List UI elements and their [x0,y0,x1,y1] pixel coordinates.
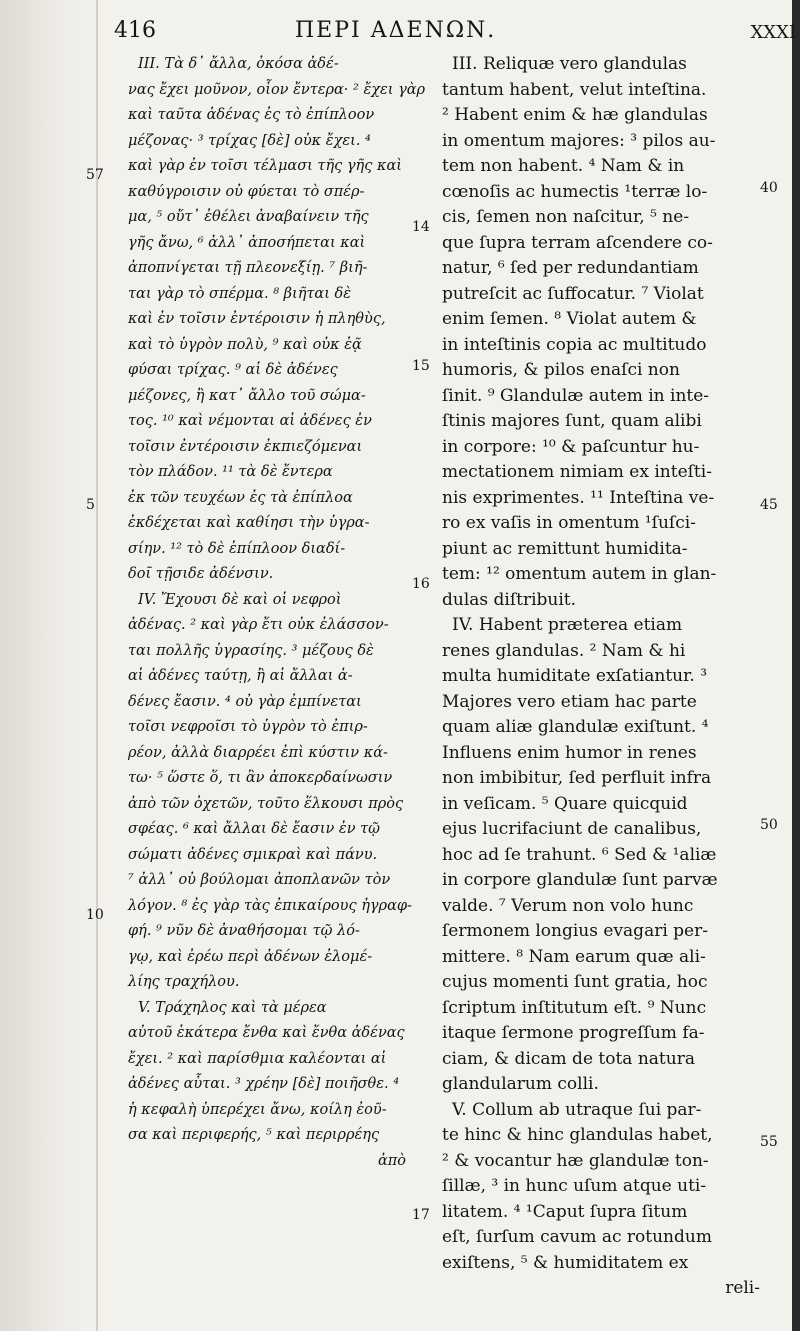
margin-number: 57 [86,167,104,183]
text-line: dulas diſtribuit. [442,589,577,610]
text-line: καθύγροισιν οὐ φύεται τὸ σπέρ- [128,183,365,200]
text-line: glandularum colli. [442,1074,599,1094]
running-header [100,18,800,52]
margin-number: 55 [760,1134,778,1150]
text-line: multa humiditate exſatiantur. ³ [442,666,708,686]
text-line: καὶ τὸ ὑγρὸν πολὺ, ⁹ καὶ οὐκ ἐᾷ [128,336,362,353]
text-line: ἀδένες αὗται. ³ χρέην [δὲ] ποιῆσθε. ⁴ [128,1076,400,1092]
text-line: hoc ad ſe trahunt. ⁶ Sed & ¹aliæ [442,844,717,865]
text-line: νας ἔχει μοῦνον, οἷον ἔντερα· ² ἔχει γὰρ [128,81,426,98]
text-line: Majores vero etiam hac parte [442,691,697,712]
text-line: tem non habent. ⁴ Nam & in [442,156,685,176]
margin-number: 14 [412,219,430,235]
text-line: ΙΙΙ. Τὰ δ᾽ ἄλλα, ὁκόσα ἀδέ- [138,56,339,72]
margin-number: 17 [412,1207,430,1223]
margin-number: 5 [86,497,95,513]
text-line: natur, ⁶ ſed per redundantiam [442,258,699,278]
text-line: σίην. ¹² τὸ δὲ ἐπίπλοον διαδί- [128,540,346,557]
text-line: ro ex vaſis in omentum ¹ſuſci- [442,513,696,533]
text-line: ἡ κεφαλὴ ὑπερέχει ἄνω, κοίλη ἐοῦ- [128,1101,387,1118]
running-title: ΠΕΡΙ ΑΔΕΝΩΝ. [295,18,497,43]
text-line: καὶ ἐν τοῖσιν ἐντέροισιν ἡ πληθὺς, [128,311,386,327]
text-line: ἀποπνίγεται τῇ πλεονεξίῃ. ⁷ βιῆ- [128,260,368,276]
text-line: quam aliæ glandulæ exiſtunt. ⁴ [442,717,709,737]
text-line: in corpore glandulæ ſunt parvæ [442,870,718,890]
text-line: litatem. ⁴ ¹Caput ſupra ſitum [442,1201,688,1222]
text-line: reli- [725,1278,760,1298]
page-gutter [0,0,100,1331]
text-line: δένες ἔασιν. ⁴ οὐ γὰρ ἐμπίνεται [128,693,362,710]
text-line: in inteſtinis copia ac multitudo [442,334,707,355]
text-line: IV. Ἔχουσι δὲ καὶ οἱ νεφροὶ [138,591,342,608]
text-line: ſtinis majores ſunt, quam alibi [442,411,702,431]
text-line: III. Reliquæ vero glandulas [452,54,687,74]
text-line: τὸν πλάδον. ¹¹ τὰ δὲ ἔντερα [128,464,333,480]
text-line: σώματι ἀδένες σμικραὶ καὶ πάνυ. [128,846,378,863]
text-line: ⁷ ἀλλ᾽ οὐ βούλομαι ἀποπλανῶν τὸν [128,872,391,888]
text-line: ἀπὸ τῶν ὀχετῶν, τοῦτο ἕλκουσι πρὸς [128,795,404,812]
text-line: ται πολλῆς ὑγρασίης. ³ μέζους δὲ [128,642,374,659]
text-line: ται γὰρ τὸ σπέρμα. ⁸ βιῆται δὲ [128,285,352,302]
text-line: τος. ¹⁰ καὶ νέμονται αἱ ἀδένες ἐν [128,413,372,429]
text-line: τω· ⁵ ὥστε ὅ, τι ἂν ἀποκερδαίνωσιν [128,770,393,786]
text-line: itaque ſermone progreſſum fa- [442,1023,705,1043]
text-line: tem: ¹² omentum autem in glan- [442,564,717,584]
text-line: humoris, & pilos enaſci non [442,360,680,380]
signature-mark: XXXI [750,22,796,43]
text-line: ciam, & dicam de tota natura [442,1048,695,1069]
text-line: eſt, ſurſum cavum ac rotundum [442,1227,712,1247]
text-line: nis exprimentes. ¹¹ Inteſtina ve- [442,487,715,508]
text-line: μέζονας· ³ τρίχας [δὲ] οὐκ ἔχει. ⁴ [128,132,371,149]
text-line: putreſcit ac ſuffocatur. ⁷ Violat [442,283,704,304]
text-line: exiſtens, ⁵ & humiditatem ex [442,1252,689,1273]
text-line: ἀδένας. ² καὶ γὰρ ἔτι οὐκ ἐλάσσον- [128,617,389,633]
text-line: IV. Habent præterea etiam [452,615,683,635]
text-line: Influens enim humor in renes [442,742,697,763]
text-line: δοῖ τῇσιδε ἀδένσιν. [128,566,274,582]
text-line: ſcriptum inſtitutum eſt. ⁹ Nunc [442,997,707,1018]
text-line: ἀπὸ [377,1152,406,1169]
text-line: λόγον. ⁸ ἐς γὰρ τὰς ἐπικαίρους ἠγραφ- [128,897,412,914]
text-line: ἔχει. ² καὶ παρίσθμια καλέονται αἱ [128,1050,387,1067]
margin-number: 45 [760,497,778,513]
text-line: ² & vocantur hæ glandulæ ton- [442,1150,709,1171]
text-line: ſinit. ⁹ Glandulæ autem in inte- [442,385,710,406]
text-line: in omentum majores: ³ pilos au- [442,130,716,151]
text-line: cœnoſis ac humectis ¹terræ lo- [442,181,708,202]
text-line: σα καὶ περιφερής, ⁵ καὶ περιρρέης [128,1127,380,1143]
text-line: ſermonem longius evagari per- [442,921,708,941]
text-line: in corpore: ¹⁰ & paſcuntur hu- [442,436,700,457]
text-line: γῳ, καὶ ἐρέω περὶ ἀδένων ἐλομέ- [128,948,373,965]
text-line: cis, ſemen non naſcitur, ⁵ ne- [442,207,690,227]
text-line: ² Habent enim & hæ glandulas [442,105,708,125]
page-number: 416 [114,18,156,43]
text-line: ἐκδέχεται καὶ καθίησι τὴν ὑγρα- [128,515,370,531]
text-line: renes glandulas. ² Nam & hi [442,640,686,661]
text-line: καὶ ταῦτα ἀδένας ἐς τὸ ἐπίπλοον [128,107,375,123]
latin-column [442,52,760,1302]
page-edge-shadow [792,0,800,1331]
text-line: piunt ac remittunt humidita- [442,538,688,559]
text-line: λίης τραχήλου. [128,974,240,990]
text-line: ſillæ, ³ in hunc uſum atque uti- [442,1176,707,1196]
text-line: valde. ⁷ Verum non volo hunc [442,895,694,916]
text-line: tantum habent, velut inteſtina. [442,79,707,100]
text-line: V. Τράχηλος καὶ τὰ μέρεα [138,999,327,1016]
text-line: mectationem nimiam ex inteſti- [442,462,712,482]
margin-number: 40 [760,180,778,196]
text-line: φύσαι τρίχας. ⁹ αἱ δὲ ἀδένες [128,362,338,378]
text-line: αὐτοῦ ἑκάτερα ἔνθα καὶ ἔνθα ἀδένας [128,1025,405,1041]
margin-number: 16 [412,576,430,592]
text-line: τοῖσι νεφροῖσι τὸ ὑγρὸν τὸ ἐπιρ- [128,719,368,735]
text-line: que ſupra terram aſcendere co- [442,232,713,253]
text-line: non imbibitur, ſed perfluit infra [442,768,712,788]
text-line: σφέας. ⁶ καὶ ἄλλαι δὲ ἔασιν ἐν τῷ [128,821,380,837]
text-line: ρέον, ἀλλὰ διαρρέει ἐπὶ κύστιν κά- [128,744,388,761]
text-line: καὶ γὰρ ἐν τοῖσι τέλμασι τῆς γῆς καὶ [128,158,402,174]
margin-number: 10 [86,907,104,923]
text-line: γῆς ἄνω, ⁶ ἀλλ᾽ ἀποσήπεται καὶ [128,234,366,251]
margin-number: 50 [760,817,778,833]
text-line: ἐκ τῶν τευχέων ἐς τὰ ἐπίπλοα [128,489,353,506]
text-line: μα, ⁵ οὔτ᾽ ἐθέλει ἀναβαίνειν τῆς [128,209,369,225]
text-line: ejus lucrifaciunt de canalibus, [442,819,702,839]
page-fold-line [96,0,98,1331]
text-line: enim ſemen. ⁸ Violat autem & [442,309,697,329]
text-line: te hinc & hinc glandulas habet, [442,1125,713,1145]
text-line: mittere. ⁸ Nam earum quæ ali- [442,946,706,967]
text-line: τοῖσιν ἐντέροισιν ἐκπιεζόμεναι [128,438,363,455]
margin-number: 15 [412,358,430,374]
text-line: αἱ ἀδένες ταύτῃ, ἢ αἱ ἄλλαι ἀ- [128,668,353,684]
text-line: in veſicam. ⁵ Quare quicquid [442,793,688,814]
text-line: cujus momenti ſunt gratia, hoc [442,972,708,992]
text-line: φή. ⁹ νῦν δὲ ἀναθήσομαι τῷ λό- [128,923,360,939]
text-line: μέζονες, ἢ κατ᾽ ἄλλο τοῦ σώμα- [128,387,366,404]
text-line: V. Collum ab utraque ſui par- [452,1099,702,1120]
